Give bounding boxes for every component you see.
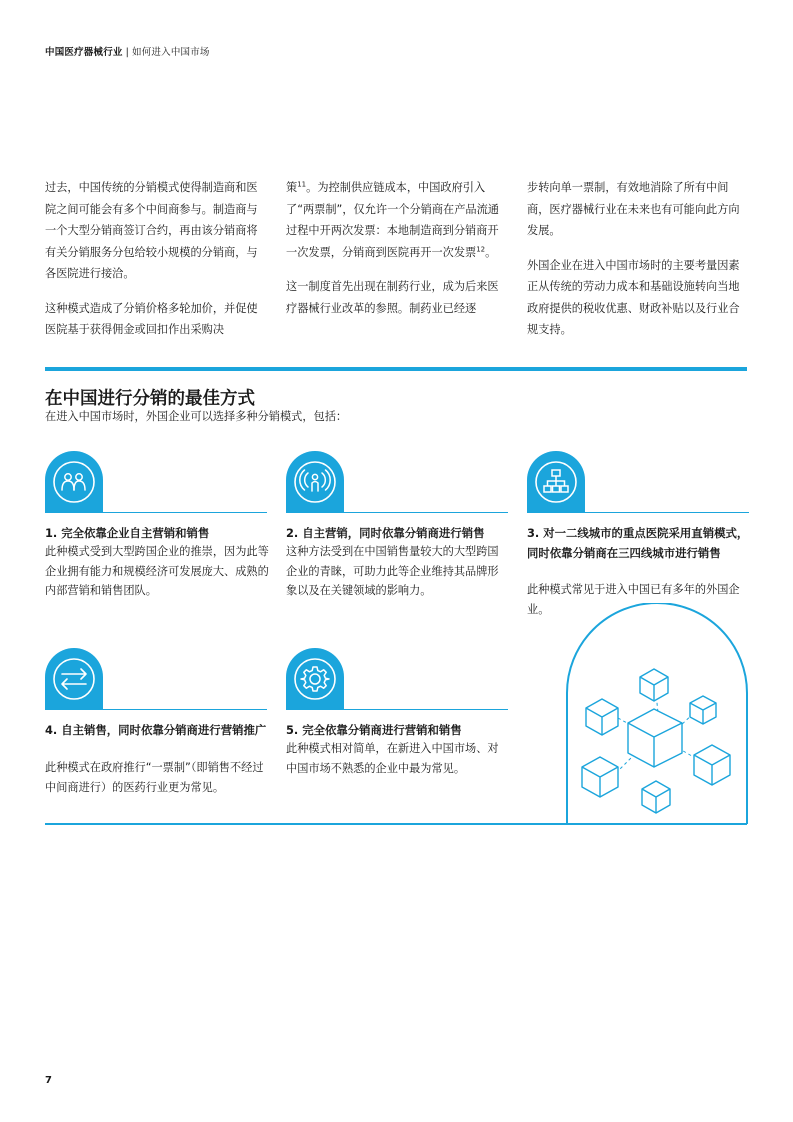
paragraph: 这一制度首先出现在制药行业，成为后来医疗器械行业改革的参照。制药业已经逐 (286, 280, 499, 315)
paragraph: 外国企业在进入中国市场时的主要考量因素正从传统的劳动力成本和基础设施转向当地政府提供的税收优惠、财政补贴以及行业合规支持。 (527, 258, 740, 336)
header-title: 中国医疗器械行业 (45, 47, 123, 58)
item-3-title: 3. 对一二线城市的重点医院采用直销模式，同时依靠分销商在三四线城市进行销售 (527, 526, 749, 560)
paragraph (286, 177, 508, 263)
connected-cubes-icon (566, 603, 748, 824)
people-icon (45, 451, 103, 513)
item-3-text: 此种模式常见于进入中国已有多年的外国企业。 (527, 583, 740, 616)
running-header (45, 44, 210, 58)
header-subtitle: 如何进入中国市场 (132, 47, 210, 58)
section-rule-bottom (45, 823, 747, 825)
item-2-title: 2. 自主营销，同时依靠分销商进行销售 (286, 526, 485, 540)
gear-icon (286, 648, 344, 710)
section-rule-top (45, 367, 747, 371)
footnote-ref-12: 12 (476, 244, 486, 253)
paragraph: 这种模式造成了分销价格多轮加价，并促使医院基于获得佣金或回扣作出采购决 (45, 301, 258, 336)
text-run: 。 (485, 245, 497, 259)
text-column-3 (527, 177, 749, 341)
item-4-text: 此种模式在政府推行“一票制”（即销售不经过中间商进行）的医药行业更为常见。 (45, 761, 264, 794)
text-run: 策 (286, 181, 298, 194)
paragraph: 过去，中国传统的分销模式使得制造商和医院之间可能会有多个中间商参与。制造商与一个大型分销商签订合约，再由该分销商将有关分销服务分包给较小规模的分销商，与各医院进行接洽。 (45, 181, 258, 280)
item-divider (527, 512, 749, 513)
item-4-title: 4. 自主销售，同时依靠分销商进行营销推广 (45, 723, 267, 737)
page-number: 7 (45, 1075, 52, 1086)
paragraph: 步转向单一票制，有效地消除了所有中间商，医疗器械行业在未来也有可能向此方向发展。 (527, 181, 740, 237)
item-1-title: 1. 完全依靠企业自主营销和销售 (45, 526, 210, 540)
network-icon (527, 451, 585, 513)
item-2-text: 这种方法受到在中国销售量较大的大型跨国企业的青睐，可助力此等企业维持其品牌形象以及在关键领域的影响力。 (286, 545, 499, 597)
item-divider (45, 709, 267, 710)
section-intro: 在进入中国市场时，外国企业可以选择多种分销模式，包括： (45, 410, 348, 423)
section-title: 在中国进行分销的最佳方式 (45, 389, 255, 409)
item-divider (286, 709, 508, 710)
broadcast-person-icon (286, 451, 344, 513)
text-column-2 (286, 177, 508, 319)
text-run: 。为控制供应链成本，中国政府引入了“两票制”，仅允许一个分销商在产品流通过程中开两次发票：本地制造商到分销商开一次发票，分销商到医院再开一次发票 (286, 181, 499, 259)
exchange-arrows-icon (45, 648, 103, 710)
item-1-text: 此种模式受到大型跨国企业的推崇，因为此等企业拥有能力和规模经济可发展庞大、成熟的内部营销和销售团队。 (45, 545, 269, 597)
item-5-text: 此种模式相对简单，在新进入中国市场、对中国市场不熟悉的企业中最为常见。 (286, 742, 499, 775)
text-column-1 (45, 177, 268, 341)
header-separator: | (125, 47, 130, 58)
item-5-title: 5. 完全依靠分销商进行营销和销售 (286, 723, 462, 737)
footnote-ref-11: 11 (297, 180, 307, 189)
item-divider (286, 512, 508, 513)
item-divider (45, 512, 267, 513)
